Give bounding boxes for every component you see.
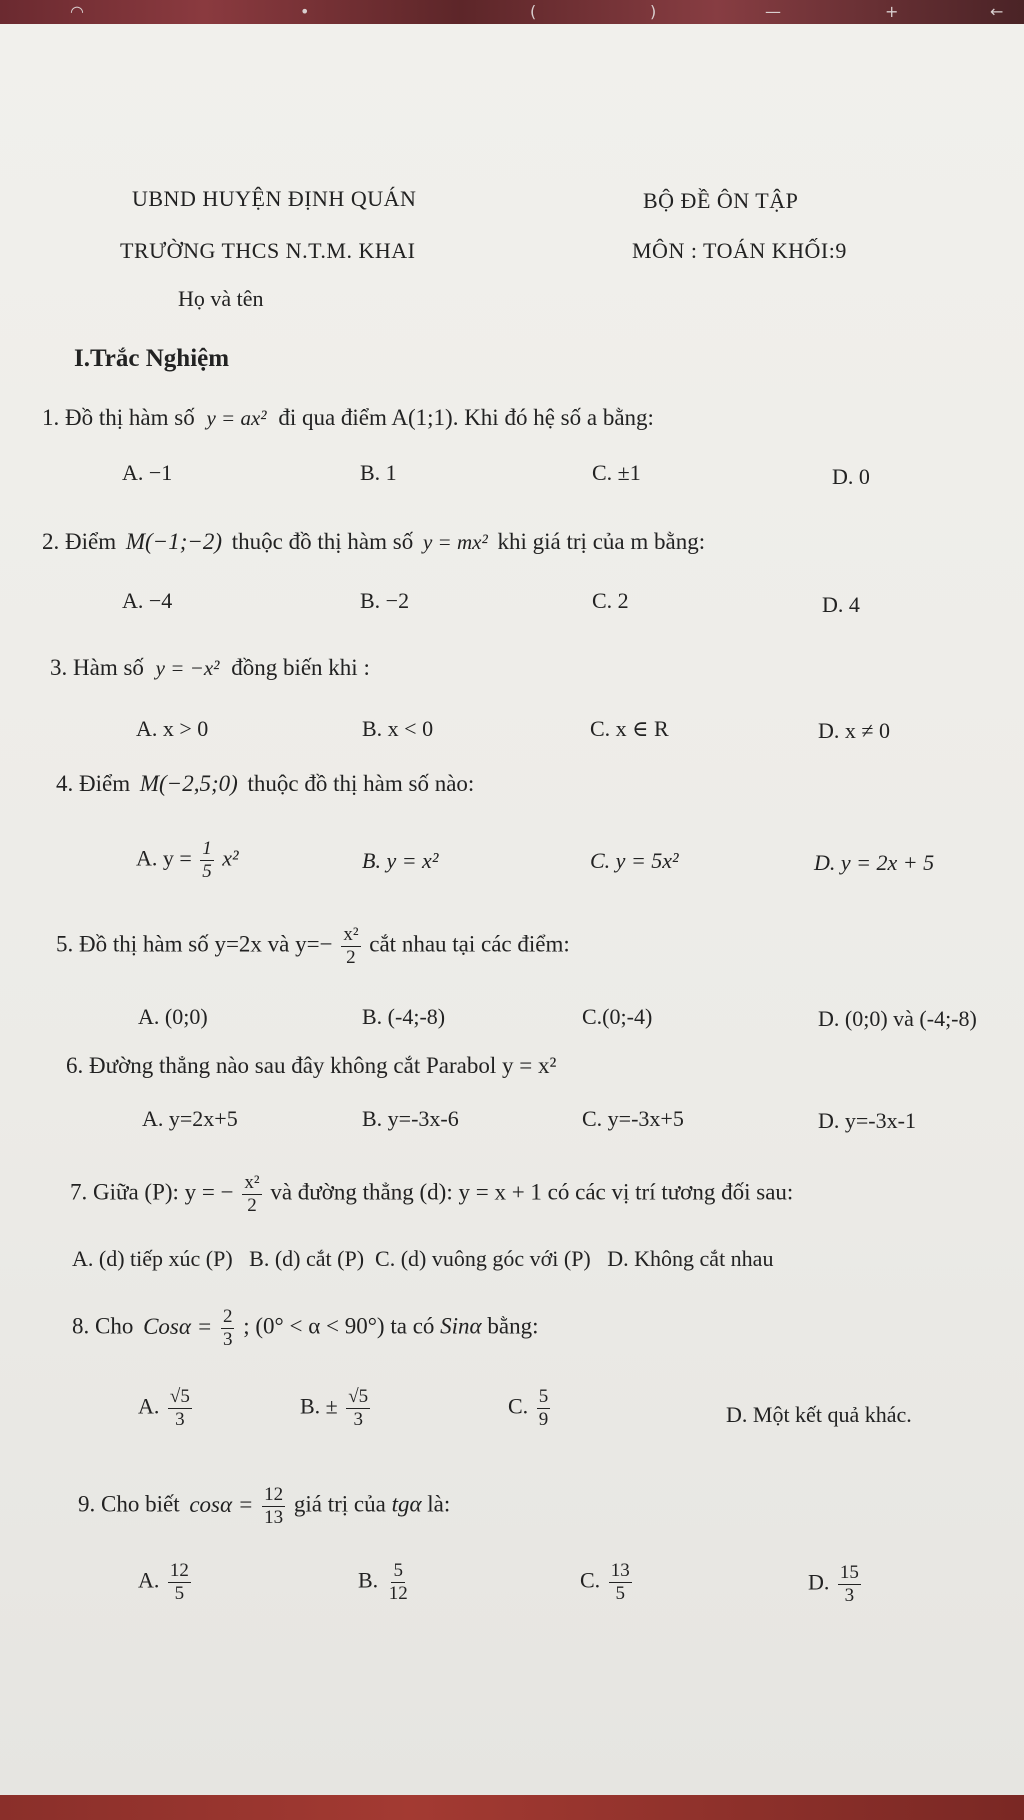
fraction-denominator: 9 xyxy=(538,1408,549,1430)
question-9-stem-mid: giá trị của xyxy=(293,1491,386,1517)
q7-options[interactable]: A. (d) tiếp xúc (P) B. (d) cắt (P) C. (d) vuông góc với (P) D. Không cắt nhau xyxy=(72,1246,774,1271)
fraction-numerator: 15 xyxy=(839,1562,859,1583)
q5-option-b[interactable]: B. (-4;-8) xyxy=(362,1004,446,1029)
question-5 xyxy=(56,924,570,969)
student-name-label: Họ và tên xyxy=(178,286,264,311)
question-8-stem-mid: ta có xyxy=(390,1313,435,1339)
fraction-denominator: 2 xyxy=(247,1194,257,1216)
q8-option-c-fraction xyxy=(537,1386,551,1431)
q9-option-b[interactable] xyxy=(358,1560,413,1605)
question-1-formula: y = ax² xyxy=(206,406,267,430)
question-5-stem: 5. Đồ thị hàm số y=2x và y=− xyxy=(56,931,333,957)
exam-set-title: BỘ ĐỀ ÔN TẬP xyxy=(643,188,799,213)
question-9-stem: 9. Cho biết xyxy=(78,1491,180,1517)
fraction-denominator: 13 xyxy=(264,1506,284,1528)
decoration-glyph: + xyxy=(885,2,899,21)
question-2-stem: 2. Điểm xyxy=(42,529,117,554)
q2-option-a[interactable]: A. −4 xyxy=(122,588,173,613)
question-9-formula: cosα = xyxy=(189,1491,254,1517)
question-1-stem: 1. Đồ thị hàm số xyxy=(42,405,195,430)
question-7-stem: 7. Giữa (P): y = − xyxy=(70,1179,234,1205)
question-2-stem-mid: thuộc đồ thị hàm số xyxy=(231,529,414,554)
q3-option-b[interactable]: B. x < 0 xyxy=(362,716,434,741)
question-7 xyxy=(70,1172,793,1217)
q5-option-d[interactable]: D. (0;0) và (-4;-8) xyxy=(818,1006,977,1031)
fraction-numerator: 12 xyxy=(169,1560,189,1581)
q3-option-d[interactable]: D. x ≠ 0 xyxy=(818,718,890,743)
q5-option-a[interactable]: A. (0;0) xyxy=(138,1004,208,1029)
q9-option-a-fraction xyxy=(168,1560,191,1605)
q1-option-c[interactable]: C. ±1 xyxy=(592,460,641,485)
q8-option-c-label: C. xyxy=(508,1393,529,1419)
q5-option-c[interactable]: C.(0;-4) xyxy=(582,1004,653,1029)
question-9-tg: tgα xyxy=(391,1491,422,1517)
section-title: I.Trắc Nghiệm xyxy=(74,345,230,372)
q8-option-a-fraction xyxy=(168,1386,192,1431)
q8-option-d[interactable]: D. Một kết quả khác. xyxy=(726,1402,912,1427)
q9-option-c[interactable] xyxy=(580,1560,635,1605)
fraction-numerator: 5 xyxy=(538,1386,549,1407)
question-8-sin: Sinα xyxy=(440,1313,482,1339)
q3-option-a[interactable]: A. x > 0 xyxy=(136,716,209,741)
question-8-stem: 8. Cho xyxy=(72,1313,134,1339)
fraction-denominator: 2 xyxy=(346,946,356,968)
fraction-numerator: 2 xyxy=(222,1306,233,1327)
subject-grade: MÔN : TOÁN KHỐI:9 xyxy=(632,238,847,263)
question-5-stem-end: cắt nhau tại các điểm: xyxy=(369,931,570,957)
q4-option-a-tail: x² xyxy=(222,845,239,871)
q9-option-c-label: C. xyxy=(580,1567,601,1593)
q8-option-a[interactable] xyxy=(138,1386,195,1431)
q4-option-c[interactable]: C. y = 5x² xyxy=(590,848,679,873)
q9-option-a[interactable] xyxy=(138,1560,194,1605)
q4-option-d[interactable]: D. y = 2x + 5 xyxy=(814,850,935,875)
question-1-stem-end: đi qua điểm A(1;1). Khi đó hệ số a bằng: xyxy=(278,405,654,430)
q6-option-d[interactable]: D. y=-3x-1 xyxy=(818,1108,916,1133)
fraction-numerator: 13 xyxy=(610,1560,630,1581)
question-9 xyxy=(78,1484,450,1529)
q2-option-c[interactable]: C. 2 xyxy=(592,588,629,613)
q9-option-a-label: A. xyxy=(138,1567,160,1593)
q4-option-a-label: A. y = xyxy=(136,845,192,871)
decoration-glyph: — xyxy=(765,2,781,21)
decoration-glyph: • xyxy=(300,2,310,21)
question-2-point: M(−1;−2) xyxy=(125,529,223,554)
fraction-denominator: 3 xyxy=(175,1408,185,1430)
q9-option-d[interactable] xyxy=(808,1562,864,1607)
fraction-numerator: 1 xyxy=(202,838,212,859)
question-7-fraction xyxy=(242,1172,261,1217)
question-4-stem: 4. Điểm xyxy=(56,771,131,796)
question-3-formula: y = −x² xyxy=(155,656,220,680)
q9-option-b-fraction xyxy=(387,1560,410,1605)
decoration-glyph: ) xyxy=(650,2,657,21)
q1-option-d[interactable]: D. 0 xyxy=(832,464,870,489)
q9-option-d-label: D. xyxy=(808,1569,830,1595)
question-8-fraction xyxy=(221,1306,235,1351)
q2-option-d[interactable]: D. 4 xyxy=(822,592,860,617)
fraction-numerator: x² xyxy=(244,1172,260,1193)
fraction-denominator: 5 xyxy=(174,1582,185,1604)
school-name: TRƯỜNG THCS N.T.M. KHAI xyxy=(120,238,416,263)
q9-option-c-fraction xyxy=(609,1560,632,1605)
fraction-denominator: 12 xyxy=(388,1582,408,1604)
fraction-numerator: 5 xyxy=(393,1560,403,1581)
fraction-denominator: 5 xyxy=(615,1582,625,1604)
question-8-condition: ; (0° < α < 90°) xyxy=(243,1313,385,1339)
question-4-stem-end: thuộc đồ thị hàm số nào: xyxy=(247,771,475,796)
q3-option-c[interactable]: C. x ∈ R xyxy=(590,716,669,741)
q4-option-a[interactable] xyxy=(136,838,239,883)
question-8-stem-end: bằng: xyxy=(487,1313,539,1339)
q6-option-a[interactable]: A. y=2x+5 xyxy=(142,1106,238,1131)
fraction-denominator: 3 xyxy=(353,1408,363,1430)
question-4-point: M(−2,5;0) xyxy=(139,771,238,796)
q9-option-d-fraction xyxy=(838,1562,861,1607)
question-7-stem-end: và đường thẳng (d): y = x + 1 có các vị trí tương đối sau: xyxy=(270,1179,794,1205)
decoration-glyph: ◠ xyxy=(70,2,84,21)
fraction-numerator: √5 xyxy=(348,1386,369,1407)
district-name: UBND HUYỆN ĐỊNH QUÁN xyxy=(132,186,417,211)
question-2-formula: y = mx² xyxy=(422,530,488,554)
q9-option-b-label: B. xyxy=(358,1567,379,1593)
decoration-glyph: ( xyxy=(530,2,537,21)
question-1 xyxy=(42,406,654,429)
q2-option-b[interactable]: B. −2 xyxy=(360,588,410,613)
question-4 xyxy=(56,772,474,795)
question-5-fraction xyxy=(341,924,360,969)
q8-option-b[interactable] xyxy=(300,1386,373,1431)
fraction-denominator: 3 xyxy=(844,1584,855,1606)
question-9-fraction xyxy=(262,1484,285,1529)
exam-paper xyxy=(0,24,1024,1795)
q1-option-a[interactable]: A. −1 xyxy=(122,460,173,485)
back-arrow-icon: ← xyxy=(990,2,1004,21)
question-9-stem-end: là: xyxy=(427,1491,451,1517)
question-2-stem-end: khi giá trị của m bằng: xyxy=(497,529,706,554)
question-3 xyxy=(50,656,370,679)
fraction-denominator: 3 xyxy=(222,1328,233,1350)
fraction-numerator: x² xyxy=(343,924,359,945)
q8-option-c[interactable] xyxy=(508,1386,553,1431)
q8-option-a-label: A. xyxy=(138,1393,160,1419)
question-3-stem-end: đồng biến khi : xyxy=(231,655,370,680)
question-6: 6. Đường thẳng nào sau đây không cắt Parabol y = x² xyxy=(66,1053,557,1078)
q1-option-b[interactable]: B. 1 xyxy=(360,460,397,485)
question-3-stem: 3. Hàm số xyxy=(50,655,144,680)
fraction-denominator: 5 xyxy=(202,860,212,882)
question-2 xyxy=(42,530,705,553)
question-8-formula: Cosα = xyxy=(143,1313,213,1339)
photo-top-edge xyxy=(0,0,1024,24)
q8-option-b-label: B. ± xyxy=(300,1393,338,1419)
fraction-numerator: √5 xyxy=(169,1386,190,1407)
fraction-numerator: 12 xyxy=(264,1484,284,1505)
q6-option-b[interactable]: B. y=-3x-6 xyxy=(362,1106,459,1131)
q6-option-c[interactable]: C. y=-3x+5 xyxy=(582,1106,684,1131)
q4-option-a-fraction xyxy=(200,838,214,883)
photo-bottom-edge xyxy=(0,1795,1024,1820)
q4-option-b[interactable]: B. y = x² xyxy=(362,848,439,873)
q8-option-b-fraction xyxy=(346,1386,370,1431)
question-8 xyxy=(72,1306,538,1351)
